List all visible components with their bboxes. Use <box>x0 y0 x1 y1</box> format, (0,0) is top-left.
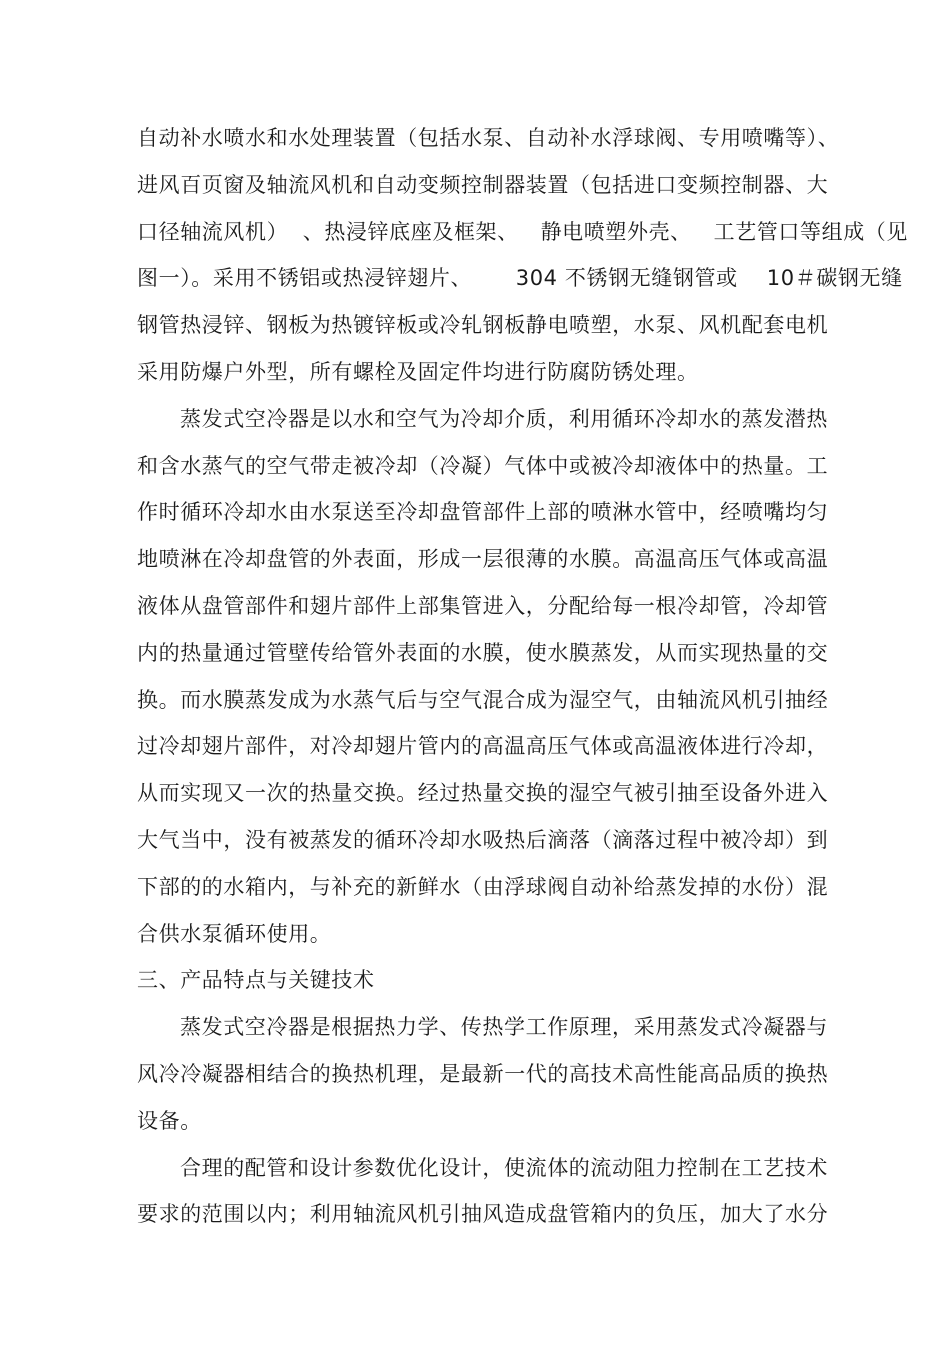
text-line: 口径轴流风机） 、热浸锌底座及框架、 静电喷塑外壳、 工艺管口等组成（见 <box>137 220 908 244</box>
text-line: 采用防爆户外型，所有螺栓及固定件均进行防腐防锈处理。 <box>137 360 699 384</box>
text-line: 下部的的水箱内，与补充的新鲜水（由浮球阀自动补给蒸发掉的水份）混 <box>137 875 829 899</box>
text-line: 和含水蒸气的空气带走被冷却（冷凝）气体中或被冷却液体中的热量。工 <box>137 454 829 478</box>
text-line: 从而实现又一次的热量交换。经过热量交换的湿空气被引抽至设备外进入 <box>137 781 829 805</box>
text-line: 换。而水膜蒸发成为水蒸气后与空气混合成为湿空气，由轴流风机引抽经 <box>137 688 829 712</box>
section-heading: 三、产品特点与关键技术 <box>137 968 375 992</box>
text-line: 内的热量通过管壁传给管外表面的水膜，使水膜蒸发，从而实现热量的交 <box>137 641 829 665</box>
text-line: 合供水泵循环使用。 <box>137 922 332 946</box>
text-line: 要求的范围以内；利用轴流风机引抽风造成盘管箱内的负压，加大了水分 <box>137 1202 829 1226</box>
text-line: 设备。 <box>137 1109 202 1133</box>
paragraph-first-line: 合理的配管和设计参数优化设计，使流体的流动阻力控制在工艺技术 <box>180 1156 828 1180</box>
text-line: 进风百页窗及轴流风机和自动变频控制器装置（包括进口变频控制器、大 <box>137 173 829 197</box>
paragraph-first-line: 蒸发式空冷器是根据热力学、传热学工作原理，采用蒸发式冷凝器与 <box>180 1015 828 1039</box>
text-line: 自动补水喷水和水处理装置（包括水泵、自动补水浮球阀、专用喷嘴等）、 <box>137 126 840 150</box>
text-line: 过冷却翅片部件，对冷却翅片管内的高温高压气体或高温液体进行冷却， <box>137 734 829 758</box>
text-line: 作时循环冷却水由水泵送至冷却盘管部件上部的喷淋水管中，经喷嘴均匀 <box>137 500 829 524</box>
text-line: 大气当中，没有被蒸发的循环冷却水吸热后滴落（滴落过程中被冷却）到 <box>137 828 829 852</box>
text-line: 钢管热浸锌、钢板为热镀锌板或冷轧钢板静电喷塑，水泵、风机配套电机 <box>137 313 829 337</box>
text-line: 地喷淋在冷却盘管的外表面，形成一层很薄的水膜。高温高压气体或高温 <box>137 547 829 571</box>
text-line: 液体从盘管部件和翅片部件上部集管进入，分配给每一根冷却管，冷却管 <box>137 594 829 618</box>
text-line: 图一）。采用不锈铝或热浸锌翅片、 304 不锈钢无缝钢管或 10＃碳钢无缝 <box>137 266 903 290</box>
paragraph-first-line: 蒸发式空冷器是以水和空气为冷却介质，利用循环冷却水的蒸发潜热 <box>180 407 828 431</box>
text-line: 风冷冷凝器相结合的换热机理，是最新一代的高技术高性能高品质的换热 <box>137 1062 829 1086</box>
